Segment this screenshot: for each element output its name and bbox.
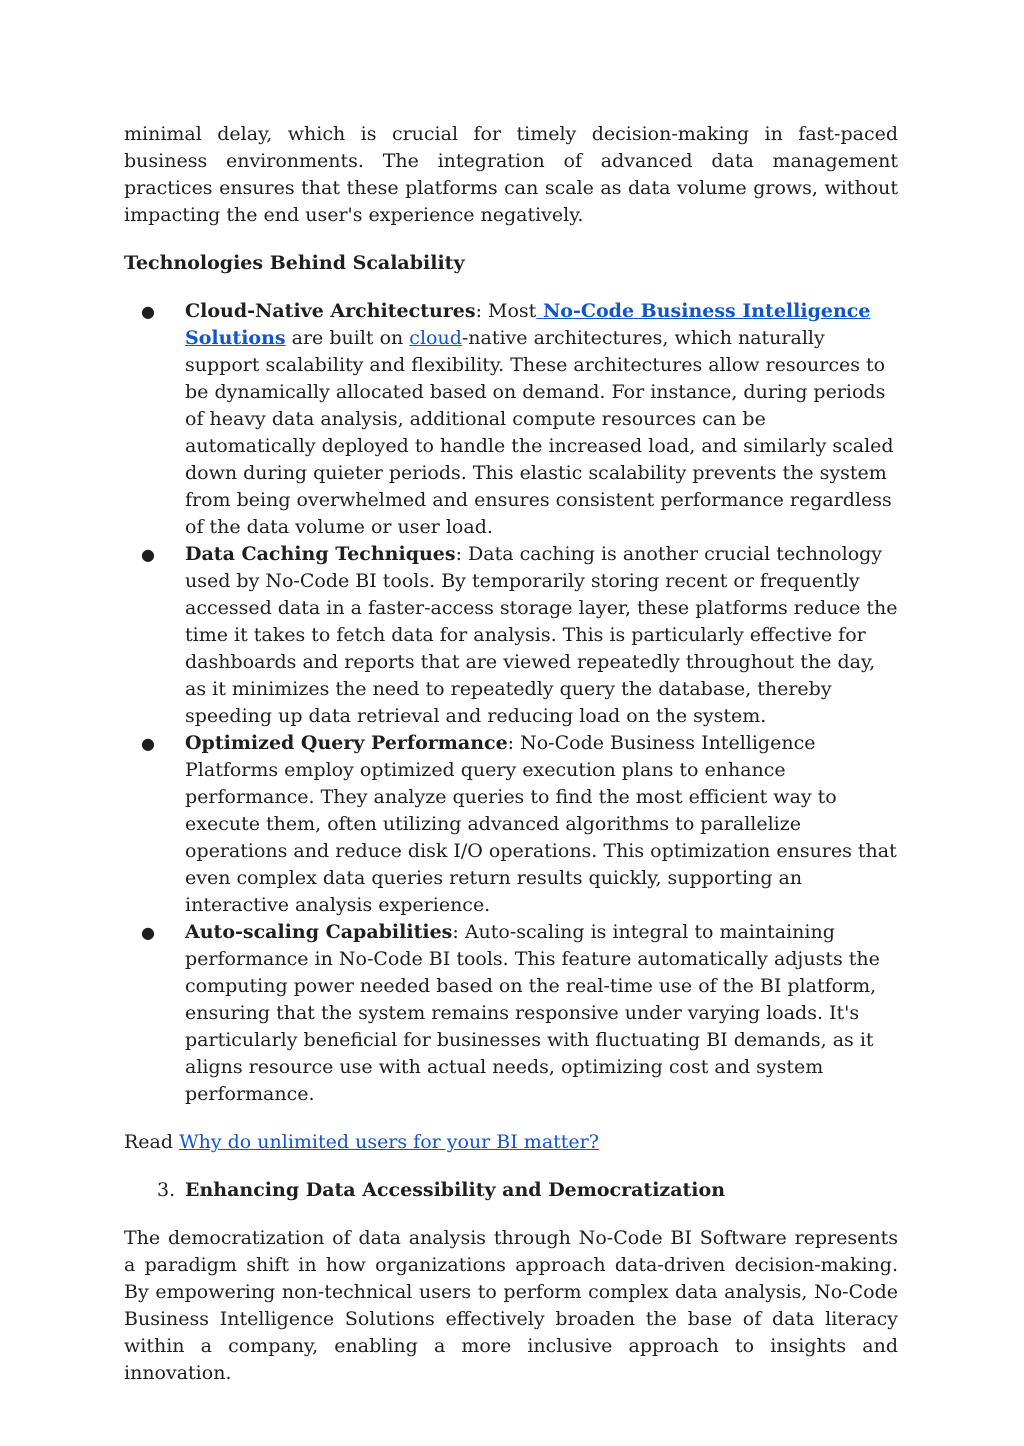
section-heading: Technologies Behind Scalability: [124, 252, 465, 274]
list-item: [124, 298, 898, 541]
list-item-text: : Auto-scaling is integral to maintaining performance in No-Code BI tools. This feature automatically adjusts the computing power needed based on the real-time use of the BI platform, ensuring that the system remains responsive under varying loads. It's particularly beneficial for businesses with fluctuating BI demands, as it aligns resource use with actual needs, optimizing cost and system performance.: [185, 921, 880, 1105]
list-item: [124, 919, 898, 1108]
list-item-text: -native architectures, which naturally support scalability and flexibility. These architectures allow resources to be dynamically allocated based on demand. For instance, during periods of heavy data analysis, additional compute resources can be automatically deployed to handle the increased load, and similarly scaled down during quieter periods. This elastic scalability prevents the system from being overwhelmed and ensures consistent performance regardless of the data volume or user load.: [185, 327, 894, 538]
list-item: [124, 541, 898, 730]
closing-paragraph: The democratization of data analysis through No-Code BI Software represents a paradigm shift in how organizations approach data-driven decision-making. By empowering non-technical users to perform complex data analysis, No-Code Business Intelligence Solutions effectively broaden the base of data literacy within a company, enabling a more inclusive approach to insights and innovation.: [124, 1227, 898, 1384]
bullet-icon: ●: [141, 923, 155, 942]
bullet-icon: ●: [141, 302, 155, 321]
read-more-line: [124, 1129, 898, 1156]
list-item-term: Optimized Query Performance: [185, 732, 508, 754]
list-item: [124, 730, 898, 919]
list-item-term: Auto-scaling Capabilities: [185, 921, 453, 943]
list-item-text: : No-Code Business Intelligence Platforms employ optimized query execution plans to enhance performance. They analyze queries to find the most efficient way to execute them, often utilizing advanced algorithms to parallelize operations and reduce disk I/O operations. This optimization ensures that even complex data queries return results quickly, supporting an interactive analysis experience.: [185, 732, 897, 916]
list-item-term: Cloud-Native Architectures: [185, 300, 476, 322]
list-item-text: : Data caching is another crucial technology used by No-Code BI tools. By temporarily storing recent or frequently accessed data in a faster-access storage layer, these platforms reduce the time it takes to fetch data for analysis. This is particularly effective for dashboards and reports that are viewed repeatedly throughout the day, as it minimizes the need to repeatedly query the database, thereby speeding up data retrieval and reducing load on the system.: [185, 543, 898, 727]
no-code-bi-solutions-link[interactable]: No-Code Business Intelligence Solutions: [185, 300, 871, 349]
list-item-text: Most: [482, 300, 537, 322]
list-item-colon: :: [475, 300, 482, 322]
heading-number: 3.: [157, 1179, 176, 1201]
bullet-icon: ●: [141, 545, 155, 564]
read-more-prefix: Read: [124, 1131, 180, 1153]
list-item-term: Data Caching Techniques: [185, 543, 456, 565]
list-item-text: are built on: [285, 327, 410, 349]
unlimited-users-link[interactable]: Why do unlimited users for your BI matter?: [179, 1131, 599, 1153]
heading-text: Enhancing Data Accessibility and Democratization: [185, 1179, 726, 1201]
cloud-link[interactable]: cloud: [409, 327, 462, 349]
bullet-icon: ●: [141, 734, 155, 753]
intro-paragraph: minimal delay, which is crucial for timely decision-making in fast-paced business environments. The integration of advanced data management practices ensures that these platforms can scale as data volume grows, without impacting the end user's experience negatively.: [124, 123, 898, 226]
scalability-list: [124, 298, 898, 1108]
document-page: [124, 121, 898, 1387]
numbered-heading: [124, 1177, 898, 1204]
